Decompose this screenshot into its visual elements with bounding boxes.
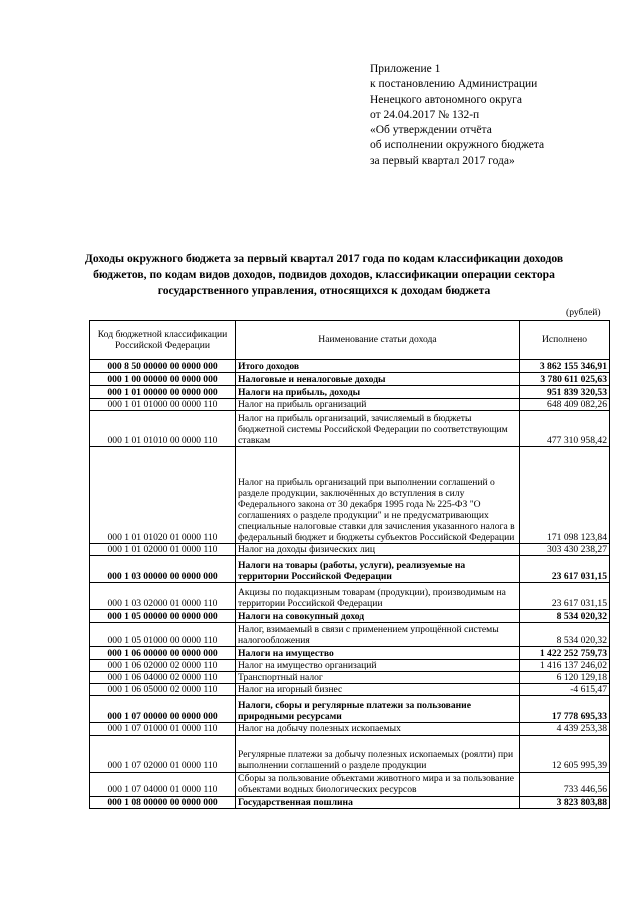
currency-note: (рублей) (566, 307, 601, 318)
row-amount: 12 605 995,39 (520, 735, 610, 772)
row-code: 000 1 01 01010 00 0000 110 (90, 411, 236, 447)
row-code: 000 1 07 02000 01 0000 110 (90, 735, 236, 772)
table-row (90, 447, 610, 544)
row-name: Налоги на совокупный доход (236, 610, 520, 623)
row-amount: 3 862 155 346,91 (520, 360, 610, 373)
table-row (90, 796, 610, 808)
row-code: 000 1 07 01000 01 0000 110 (90, 723, 236, 735)
row-amount: 648 409 082,26 (520, 399, 610, 411)
appendix-line: Приложение 1 (370, 63, 441, 75)
table-row (90, 411, 610, 447)
row-name: Итого доходов (236, 360, 520, 373)
row-name: Налоговые и неналоговые доходы (236, 373, 520, 386)
row-name: Налоги на прибыль, доходы (236, 386, 520, 399)
row-amount: -4 615,47 (520, 684, 610, 696)
table-row (90, 672, 610, 684)
row-name: Транспортный налог (236, 672, 520, 684)
row-code: 000 8 50 00000 00 0000 000 (90, 360, 236, 373)
row-code: 000 1 06 02000 02 0000 110 (90, 660, 236, 672)
table-row (90, 723, 610, 735)
row-code: 000 1 01 01000 00 0000 110 (90, 399, 236, 411)
table-row (90, 386, 610, 399)
row-code: 000 1 06 04000 02 0000 110 (90, 672, 236, 684)
row-amount: 23 617 031,15 (520, 583, 610, 610)
table-header-row (90, 321, 610, 360)
table-row (90, 623, 610, 647)
table-row (90, 360, 610, 373)
row-code: 000 1 05 01000 00 0000 110 (90, 623, 236, 647)
row-name: Налог на прибыль организаций, зачисляемый в бюджеты бюджетной системы Российской Федерации по соответствующим ставкам (236, 411, 520, 447)
row-name: Налог на имущество организаций (236, 660, 520, 672)
row-name: Регулярные платежи за добычу полезных ископаемых (роялти) при выполнении соглашений о разделе продукции (236, 735, 520, 772)
document-title: Доходы окружного бюджета за первый квартал 2017 года по кодам классификации доходов бюджетов, по кодам видов доходов, подвидов доходов, классификации операции сектора государственного управления, относящихся к доходам бюджета (84, 252, 564, 297)
table-row (90, 647, 610, 660)
header-name: Наименование статьи дохода (236, 321, 520, 360)
row-amount: 477 310 958,42 (520, 411, 610, 447)
row-amount: 23 617 031,15 (520, 556, 610, 583)
row-name: Государственная пошлина (236, 796, 520, 808)
row-code: 000 1 01 01020 01 0000 110 (90, 447, 236, 544)
table-row (90, 556, 610, 583)
header-amount: Исполнено (520, 321, 610, 360)
table-row (90, 544, 610, 556)
row-name: Сборы за пользование объектами животного мира и за пользование объектами водных биологических ресурсов (236, 772, 520, 796)
appendix-block (370, 62, 544, 169)
row-name: Налоги, сборы и регулярные платежи за пользование природными ресурсами (236, 696, 520, 723)
row-amount: 951 839 320,53 (520, 386, 610, 399)
row-name: Налог на добычу полезных ископаемых (236, 723, 520, 735)
row-code: 000 1 03 00000 00 0000 000 (90, 556, 236, 583)
row-amount: 1 416 137 246,02 (520, 660, 610, 672)
row-name: Налог на прибыль организаций при выполнении соглашений о разделе продукции, заключённых до вступления в силу Федерального закона от 30 декабря 1995 года № 225-ФЗ "О соглашениях о разделе продукции" и не предусматривающих специальные налоговые ставки для зачисления указанного налога в федеральный бюджет и бюджеты субъектов Российской Федерации (236, 447, 520, 544)
appendix-line: от 24.04.2017 № 132-п (370, 108, 480, 121)
table-row (90, 399, 610, 411)
row-code: 000 1 07 00000 00 0000 000 (90, 696, 236, 723)
table-row (90, 684, 610, 696)
table-row (90, 610, 610, 623)
table-row (90, 735, 610, 772)
row-amount: 3 780 611 025,63 (520, 373, 610, 386)
row-code: 000 1 07 04000 01 0000 110 (90, 772, 236, 796)
row-name: Акцизы по подакцизным товарам (продукции), производимым на территории Российской Федерации (236, 583, 520, 610)
row-code: 000 1 08 00000 00 0000 000 (90, 796, 236, 808)
row-amount: 733 446,56 (520, 772, 610, 796)
table-row (90, 772, 610, 796)
row-amount: 4 439 253,38 (520, 723, 610, 735)
header-code: Код бюджетной классификации Российской Федерации (90, 321, 236, 360)
row-code: 000 1 01 00000 00 0000 000 (90, 386, 236, 399)
row-code: 000 1 06 00000 00 0000 000 (90, 647, 236, 660)
row-amount: 171 098 123,84 (520, 447, 610, 544)
row-code: 000 1 00 00000 00 0000 000 (90, 373, 236, 386)
row-name: Налог на доходы физических лиц (236, 544, 520, 556)
row-name: Налоги на имущество (236, 647, 520, 660)
table-row (90, 660, 610, 672)
row-amount: 3 823 803,88 (520, 796, 610, 808)
row-name: Налог на игорный бизнес (236, 684, 520, 696)
row-amount: 303 430 238,27 (520, 544, 610, 556)
row-code: 000 1 03 02000 01 0000 110 (90, 583, 236, 610)
table-row (90, 583, 610, 610)
table-row (90, 696, 610, 723)
row-code: 000 1 01 02000 01 0000 110 (90, 544, 236, 556)
row-code: 000 1 06 05000 02 0000 110 (90, 684, 236, 696)
row-name: Налог на прибыль организаций (236, 399, 520, 411)
appendix-line: об исполнении окружного бюджета (370, 139, 545, 152)
income-table (89, 320, 610, 809)
row-amount: 6 120 129,18 (520, 672, 610, 684)
appendix-line: Ненецкого автономного округа (370, 93, 522, 106)
table-row (90, 373, 610, 386)
appendix-line: за первый квартал 2017 года» (370, 154, 515, 167)
row-code: 000 1 05 00000 00 0000 000 (90, 610, 236, 623)
row-name: Налоги на товары (работы, услуги), реализуемые на территории Российской Федерации (236, 556, 520, 583)
row-amount: 8 534 020,32 (520, 610, 610, 623)
appendix-line: «Об утверждении отчёта (370, 124, 492, 137)
row-amount: 17 778 695,33 (520, 696, 610, 723)
row-amount: 8 534 020,32 (520, 623, 610, 647)
row-amount: 1 422 252 759,73 (520, 647, 610, 660)
appendix-line: к постановлению Администрации (370, 78, 538, 91)
row-name: Налог, взимаемый в связи с применением упрощённой системы налогообложения (236, 623, 520, 647)
table-body (90, 360, 610, 809)
